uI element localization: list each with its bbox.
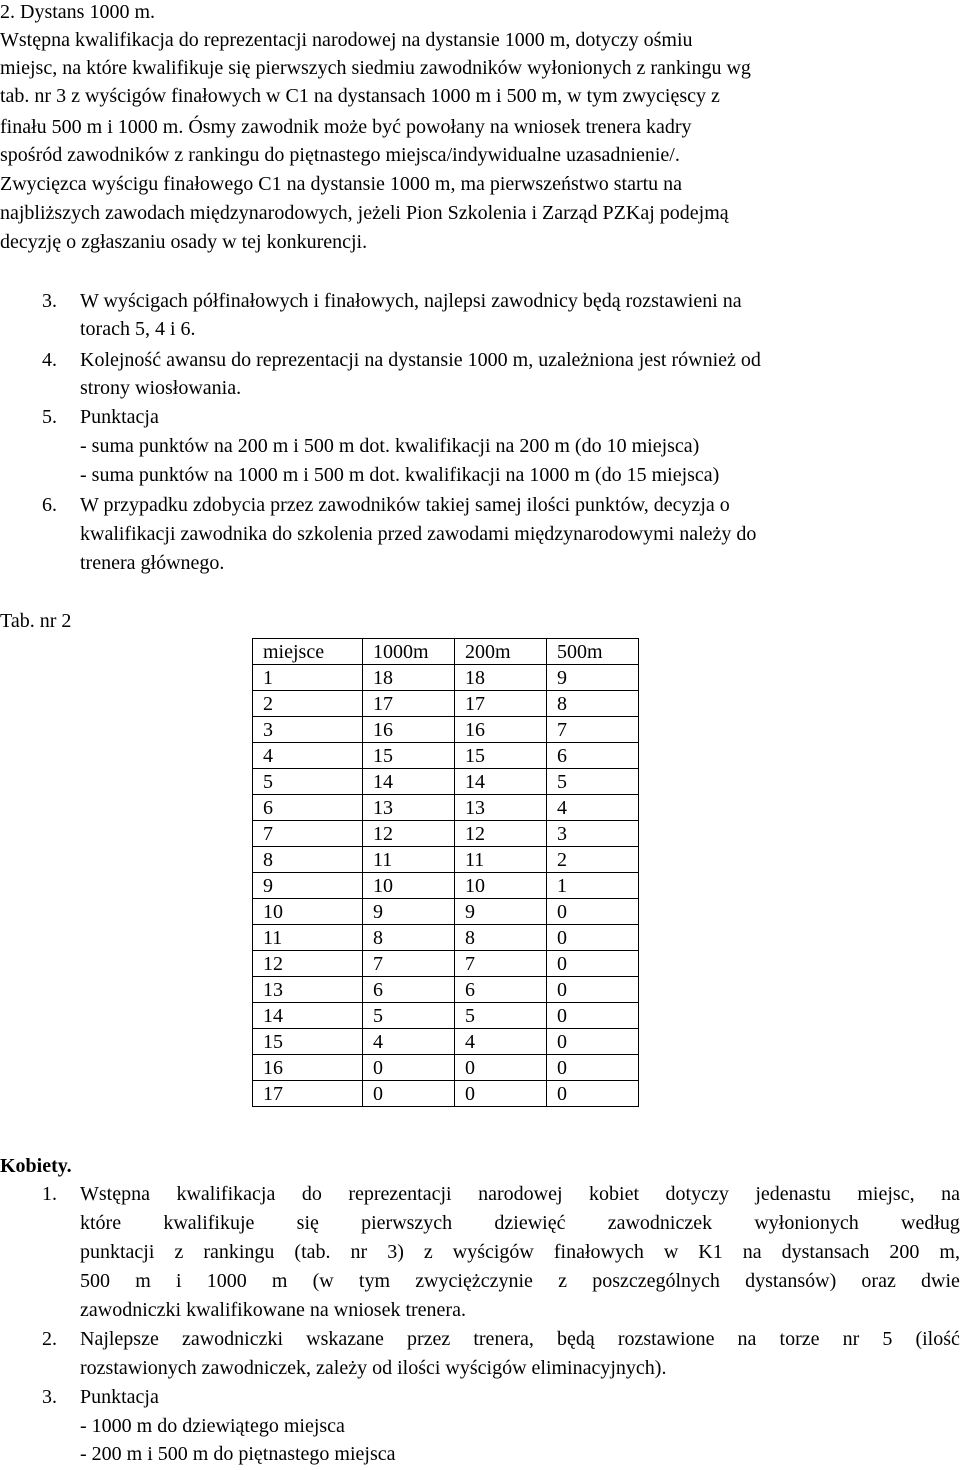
table-row [253,1081,639,1107]
table-cell: 17 [253,1081,363,1107]
list-number: 5. [42,406,57,428]
table-cell: 0 [455,1055,547,1081]
table-cell: 11 [253,925,363,951]
table-cell: 0 [547,1029,639,1055]
table-cell: 7 [455,951,547,977]
list-item-line: Punktacja [80,406,159,428]
paragraph-line: decyzję o zgłaszaniu osady w tej konkurencji. [0,231,368,253]
table-cell: 11 [455,847,547,873]
table-cell: 3 [253,717,363,743]
list-item-line: W wyścigach półfinałowych i finałowych, najlepsi zawodnicy będą rozstawieni na [80,290,742,312]
table-cell: 12 [455,821,547,847]
list-item-line: strony wiosłowania. [80,377,242,399]
table-cell: 5 [253,769,363,795]
column-header: miejsce [253,639,363,665]
list-item-line: - suma punktów na 200 m i 500 m dot. kwalifikacji na 200 m (do 10 miejsca) [80,435,700,457]
table-cell: 1 [253,665,363,691]
table-cell: 9 [547,665,639,691]
table-row [253,899,639,925]
table-row [253,977,639,1003]
points-table [252,638,639,1107]
list-number: 2. [42,1328,57,1350]
table-row [253,951,639,977]
table-cell: 11 [363,847,455,873]
table-row [253,717,639,743]
table-cell: 15 [253,1029,363,1055]
table-caption: Tab. nr 2 [0,610,72,632]
section-heading: 2. Dystans 1000 m. [0,1,155,23]
table-cell: 18 [363,665,455,691]
table-cell: 0 [547,1055,639,1081]
paragraph-line: Wstępna kwalifikacja do reprezentacji narodowej na dystansie 1000 m, dotyczy ośmiu [0,29,693,51]
list-item-line: - suma punktów na 1000 m i 500 m dot. kwalifikacji na 1000 m (do 15 miejsca) [80,464,720,486]
table-row [253,691,639,717]
list-number: 4. [42,349,57,371]
table-cell: 2 [253,691,363,717]
paragraph-line: spośród zawodników z rankingu do piętnastego miejsca/indywidualne uzasadnienie/. [0,144,680,166]
table-row [253,873,639,899]
table-cell: 12 [253,951,363,977]
list-item-line: torach 5, 4 i 6. [80,318,196,340]
table-cell: 9 [363,899,455,925]
table-cell: 0 [547,899,639,925]
column-header: 500m [547,639,639,665]
table-cell: 10 [253,899,363,925]
table-cell: 14 [363,769,455,795]
table-cell: 8 [253,847,363,873]
table-row [253,1003,639,1029]
table-cell: 6 [455,977,547,1003]
table-cell: 0 [547,951,639,977]
table-cell: 7 [253,821,363,847]
column-header: 200m [455,639,547,665]
table-cell: 6 [547,743,639,769]
list-item-line: Punktacja [80,1386,159,1408]
table-row [253,925,639,951]
list-item-line: trenera głównego. [80,552,225,574]
table-row [253,743,639,769]
table-row [253,821,639,847]
table-cell: 5 [547,769,639,795]
list-item-line: punktacji z rankingu (tab. nr 3) z wyścigów finałowych w K1 na dystansach 200 m, [80,1241,960,1263]
list-number: 1. [42,1183,57,1205]
table-cell: 7 [547,717,639,743]
table-cell: 16 [253,1055,363,1081]
table-cell: 17 [363,691,455,717]
table-cell: 1 [547,873,639,899]
table-cell: 12 [363,821,455,847]
list-number: 3. [42,290,57,312]
list-item-line: Kolejność awansu do reprezentacji na dystansie 1000 m, uzależniona jest również od [80,349,761,371]
table-cell: 17 [455,691,547,717]
table-cell: 0 [547,1081,639,1107]
table-cell: 7 [363,951,455,977]
table-cell: 2 [547,847,639,873]
table-cell: 8 [455,925,547,951]
table-cell: 15 [455,743,547,769]
table-cell: 18 [455,665,547,691]
table-cell: 6 [363,977,455,1003]
table-row [253,847,639,873]
table-cell: 13 [363,795,455,821]
list-item-line: 500 m i 1000 m (w tym zwyciężczynie z poszczególnych dystansów) oraz dwie [80,1270,960,1292]
table-cell: 10 [455,873,547,899]
table-cell: 5 [363,1003,455,1029]
table-cell: 9 [253,873,363,899]
list-item-line: Najlepsze zawodniczki wskazane przez trenera, będą rozstawione na torze nr 5 (ilość [80,1328,960,1350]
table-row [253,1029,639,1055]
list-item-line: które kwalifikuje się pierwszych dziewięć zawodniczek wyłonionych według [80,1212,960,1234]
paragraph-line: miejsc, na które kwalifikuje się pierwszych siedmiu zawodników wyłonionych z rankingu wg [0,57,751,79]
table-cell: 0 [455,1081,547,1107]
table-cell: 8 [363,925,455,951]
list-item-line: - 200 m i 500 m do piętnastego miejsca [80,1443,396,1465]
list-item-line: Wstępna kwalifikacja do reprezentacji narodowej kobiet dotyczy jedenastu miejsc, na [80,1183,960,1205]
table-cell: 16 [455,717,547,743]
table-header-row [253,639,639,665]
table-body [253,665,639,1107]
table-cell: 4 [363,1029,455,1055]
table-cell: 9 [455,899,547,925]
section-title: Kobiety. [0,1155,72,1177]
list-item-line: kwalifikacji zawodnika do szkolenia przed zawodami międzynarodowymi należy do [80,523,757,545]
table-row [253,795,639,821]
table-cell: 3 [547,821,639,847]
table-row [253,1055,639,1081]
table-cell: 15 [363,743,455,769]
table-cell: 13 [455,795,547,821]
table-cell: 0 [547,925,639,951]
table-row [253,665,639,691]
list-item-line: - 1000 m do dziewiątego miejsca [80,1415,345,1437]
table-cell: 5 [455,1003,547,1029]
paragraph-line: najbliższych zawodach międzynarodowych, jeżeli Pion Szkolenia i Zarząd PZKaj podejmą [0,202,729,224]
list-item-line: rozstawionych zawodniczek, zależy od ilości wyścigów eliminacyjnych). [80,1357,667,1379]
paragraph-line: finału 500 m i 1000 m. Ósmy zawodnik może być powołany na wniosek trenera kadry [0,116,692,138]
list-number: 6. [42,494,57,516]
table-cell: 4 [547,795,639,821]
table-cell: 0 [363,1081,455,1107]
paragraph-line: tab. nr 3 z wyścigów finałowych w C1 na dystansach 1000 m i 500 m, w tym zwycięscy z [0,85,720,107]
table-cell: 6 [253,795,363,821]
table-cell: 4 [253,743,363,769]
table-cell: 0 [547,1003,639,1029]
table-cell: 14 [253,1003,363,1029]
table-cell: 4 [455,1029,547,1055]
table-cell: 16 [363,717,455,743]
table-cell: 0 [363,1055,455,1081]
table-cell: 8 [547,691,639,717]
list-item-line: zawodniczki kwalifikowane na wniosek trenera. [80,1299,466,1321]
table-cell: 10 [363,873,455,899]
table-cell: 14 [455,769,547,795]
table-cell: 0 [547,977,639,1003]
list-number: 3. [42,1386,57,1408]
column-header: 1000m [363,639,455,665]
table-cell: 13 [253,977,363,1003]
paragraph-line: Zwycięzca wyścigu finałowego C1 na dystansie 1000 m, ma pierwszeństwo startu na [0,173,683,195]
table-row [253,769,639,795]
list-item-line: W przypadku zdobycia przez zawodników takiej samej ilości punktów, decyzja o [80,494,730,516]
